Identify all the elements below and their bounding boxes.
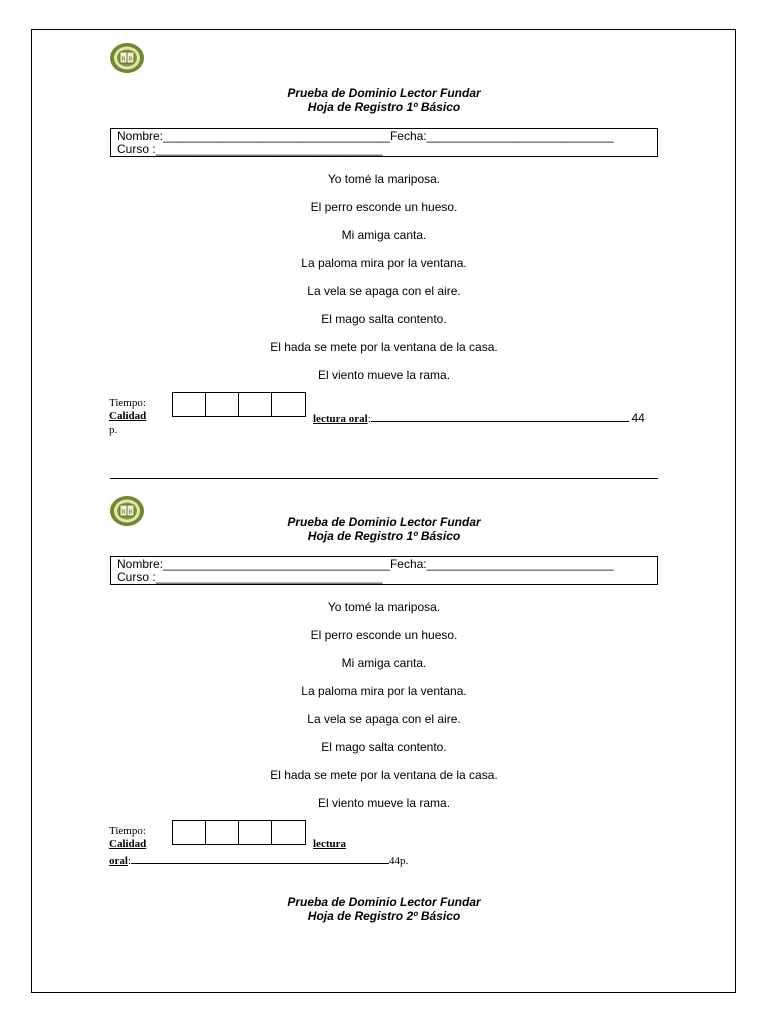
sentence: El perro esconde un hueso. — [310, 200, 458, 214]
tiempo-cell[interactable] — [173, 393, 206, 416]
tiempo-cell[interactable] — [239, 393, 272, 416]
student-info-box — [110, 556, 658, 585]
sentence: Mi amiga canta. — [341, 656, 427, 670]
tiempo-cell[interactable] — [272, 393, 305, 416]
points-value: 44p. — [389, 855, 409, 867]
sentence: El mago salta contento. — [321, 740, 447, 754]
sentence: La paloma mira por la ventana. — [301, 256, 467, 270]
title-line-1: Prueba de Dominio Lector Fundar — [287, 515, 481, 529]
tiempo-label: Tiempo: — [109, 825, 146, 837]
sentence: El perro esconde un hueso. — [310, 628, 458, 642]
curso-label: Curso : — [117, 142, 156, 156]
sentence: Yo tomé la mariposa. — [327, 172, 441, 186]
sentence: El viento mueve la rama. — [317, 368, 451, 382]
fecha-field[interactable]: ____________________________ — [426, 129, 614, 143]
calidad-label: Calidad — [109, 410, 147, 422]
tiempo-cell[interactable] — [239, 821, 272, 844]
svg-text:R: R — [121, 509, 126, 516]
calidad-label: Calidad — [109, 838, 147, 850]
sentence: El viento mueve la rama. — [317, 796, 451, 810]
curso-label: Curso : — [117, 570, 156, 584]
sentence: La paloma mira por la ventana. — [301, 684, 467, 698]
section-divider — [110, 478, 658, 479]
title-line-2: Hoja de Registro 1º Básico — [307, 100, 461, 114]
svg-text:R: R — [121, 56, 126, 63]
lectura-oral-label: lectura oral — [313, 413, 368, 425]
svg-text:B: B — [128, 509, 133, 516]
sentence: La vela se apaga con el aire. — [307, 712, 461, 726]
sentence: El hada se mete por la ventana de la casa. — [270, 340, 498, 354]
points-value: 44 — [631, 411, 645, 425]
sentence: El hada se mete por la ventana de la casa. — [270, 768, 498, 782]
nombre-field[interactable]: __________________________________ — [163, 129, 390, 143]
fecha-field[interactable]: ____________________________ — [426, 557, 614, 571]
tiempo-cell[interactable] — [173, 821, 206, 844]
sentence: Mi amiga canta. — [341, 228, 427, 242]
oral-label: oral — [109, 855, 128, 867]
fecha-label: Fecha: — [389, 557, 427, 571]
nombre-label: Nombre: — [117, 557, 164, 571]
tiempo-cell[interactable] — [272, 821, 305, 844]
curso-field[interactable]: __________________________________ — [155, 570, 383, 584]
curso-field[interactable]: __________________________________ — [155, 142, 383, 156]
nombre-label: Nombre: — [117, 129, 164, 143]
lectura-oral-field[interactable] — [371, 410, 629, 422]
sentence: Yo tomé la mariposa. — [327, 600, 441, 614]
sentence: La vela se apaga con el aire. — [307, 284, 461, 298]
nombre-field[interactable]: __________________________________ — [163, 557, 390, 571]
svg-text:B: B — [128, 56, 133, 63]
tiempo-label: Tiempo: — [109, 397, 146, 409]
school-crest-icon — [109, 42, 145, 74]
sentence: El mago salta contento. — [321, 312, 447, 326]
lectura-oral-field[interactable] — [131, 852, 389, 864]
title-line-1: Prueba de Dominio Lector Fundar — [287, 86, 481, 100]
title-line-2: Hoja de Registro 1º Básico — [307, 529, 461, 543]
lectura-label: lectura — [313, 838, 346, 850]
tiempo-cell[interactable] — [206, 393, 239, 416]
tiempo-cell[interactable] — [206, 821, 239, 844]
sheet-title — [0, 86, 768, 114]
title-line-2: Hoja de Registro 2º Básico — [307, 909, 461, 923]
points-suffix: p. — [109, 424, 118, 436]
tiempo-grid — [172, 820, 306, 845]
tiempo-grid — [172, 392, 306, 417]
title-line-1: Prueba de Dominio Lector Fundar — [287, 895, 481, 909]
student-info-box — [110, 128, 658, 157]
fecha-label: Fecha: — [389, 129, 427, 143]
sheet-title — [0, 515, 768, 543]
sheet-title — [0, 895, 768, 923]
